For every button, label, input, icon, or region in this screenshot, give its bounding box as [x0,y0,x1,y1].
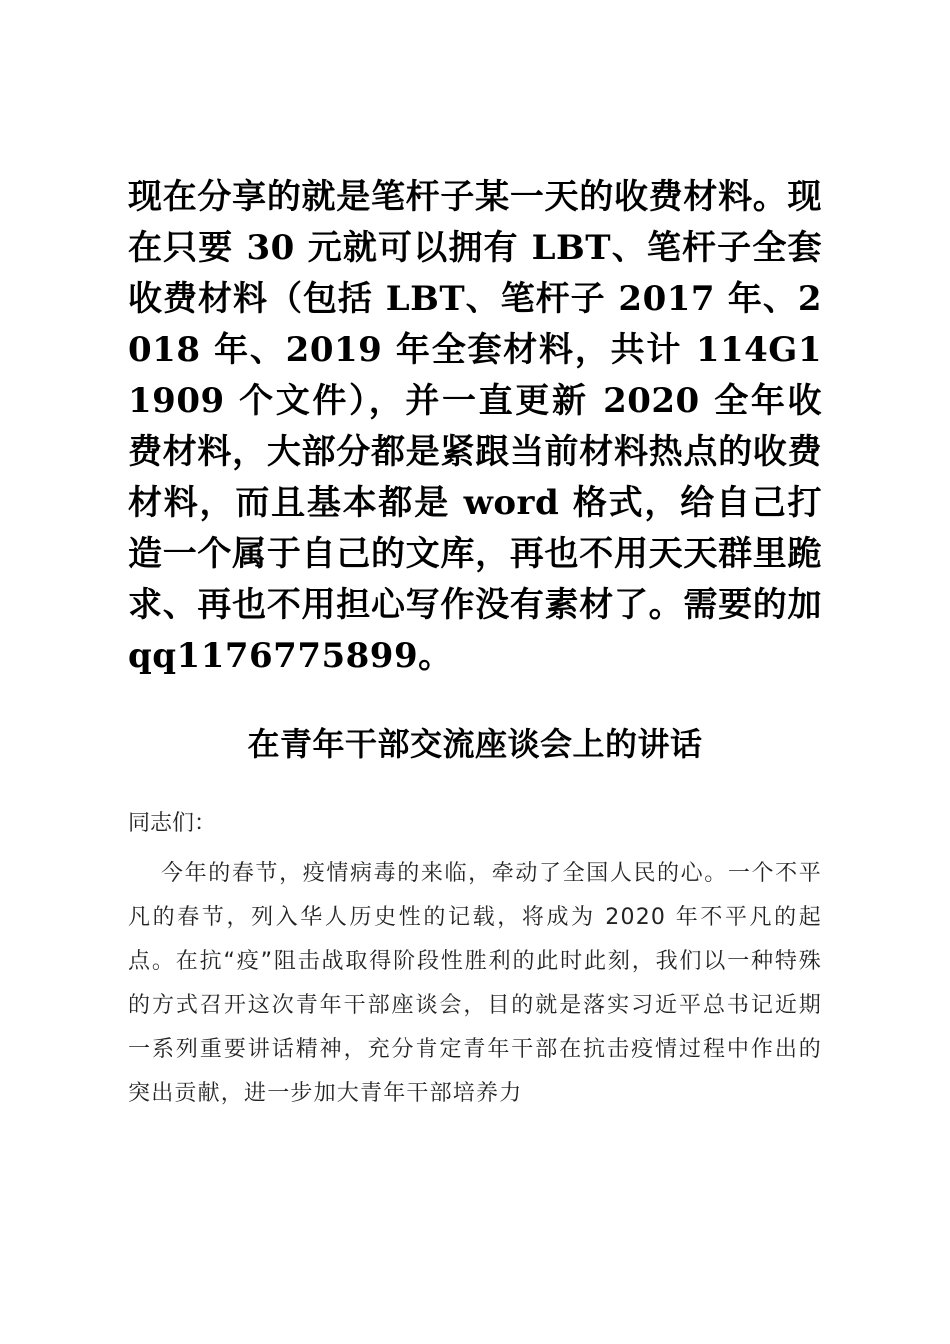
promo-paragraph: 现在分享的就是笔杆子某一天的收费材料。现在只要 30 元就可以拥有 LBT、笔杆子全套收费材料（包括 LBT、笔杆子 2017 年、2018 年、2019 年全套材料，共计 114G11909 个文件），并一直更新 2020 全年收费材料，大部分都是紧跟当前材料热点的收费材料，而且基本都是 word 格式，给自己打造一个属于自己的文库，再也不用天天群里跪求、再也不用担心写作没有素材了。需要的加 qq1176775899。 [128,177,822,676]
body-paragraph: 今年的春节，疫情病毒的来临，牵动了全国人民的心。一个不平凡的春节，列入华人历史性的记载，将成为 2020 年不平凡的起点。在抗“疫”阻击战取得阶段性胜利的此时此刻，我们以一种特殊的方式召开这次青年干部座谈会，目的就是落实习近平总书记近期一系列重要讲话精神，充分肯定青年干部在抗击疫情过程中作出的突出贡献，进一步加大青年干部培养力 [128,861,822,1106]
salutation: 同志们： [128,811,217,836]
document-title: 在青年干部交流座谈会上的讲话 [247,725,703,763]
